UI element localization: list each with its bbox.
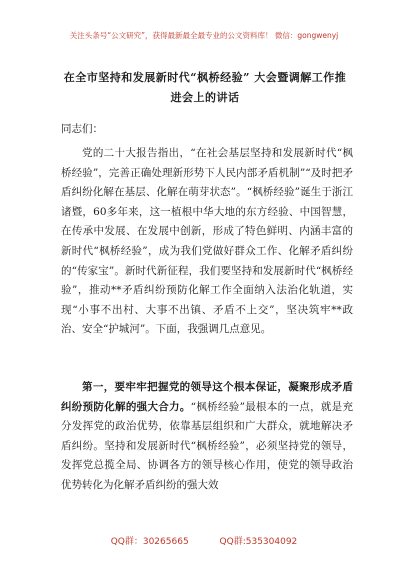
body-paragraph-2: [61, 378, 353, 496]
greeting: 同志们：: [61, 123, 103, 135]
paragraph-2-text: “枫桥经验”最根本的一点，就是充分发挥党的政治优势，依靠基层组织和广大群众，就地解决矛盾纠纷。坚持和发展新时代“枫桥经验”，必须坚持党的领导，发挥党总揽全局、协调各方的领导核心作用，使党的领导政治优势转化为化解矛盾纠纷的强大效: [61, 400, 353, 491]
footer-qq-group-1: QQ群：30265665: [110, 537, 189, 547]
body-paragraph-1: [61, 144, 353, 340]
paragraph-2: [61, 378, 353, 496]
title-line-1: 在全市坚持和发展新时代“枫桥经验” 大会暨调解工作推: [63, 71, 347, 84]
footer-qq-group-2: QQ群:535304092: [219, 537, 298, 547]
title-line-2: 进会上的讲话: [170, 91, 240, 104]
top-banner: 关注头条号“公文研究”，获得最新最全最专业的公文资料库！ 微信：gongwenyj: [69, 31, 339, 40]
footer: [0, 534, 408, 547]
paragraph-2-heading: 第一，要牢牢把握党的领导这个根本保证，凝聚形成矛盾纠纷预防化解的强大合力。: [61, 381, 353, 413]
paragraph-1-text: 党的二十大报告指出，“在社会基层坚持和发展新时代“枫桥经验”，完善正确处理新形势下人民内部矛盾机制”“及时把矛盾纠纷化解在基层、化解在萌芽状态”。“枫桥经验”诞生于浙江诸暨，60多年来，这一植根中华大地的东方经验、中国智慧，在传承中发展、在发展中创新，形成了特色鲜明、内涵丰富的新时代“枫桥经验”，成为我们党做好群众工作、化解矛盾纠纷的“传家宝”。新时代新征程，我们要坚持和发展新时代“枫桥经验”，推动**矛盾纠纷预防化解工作全面纳入法治化轨道，实现“小事不出村、大事不出镇、矛盾不上交”，坚决筑牢**政治、安全“护城河”。下面，我强调几点意见。: [61, 147, 353, 336]
document-title: [40, 68, 370, 108]
